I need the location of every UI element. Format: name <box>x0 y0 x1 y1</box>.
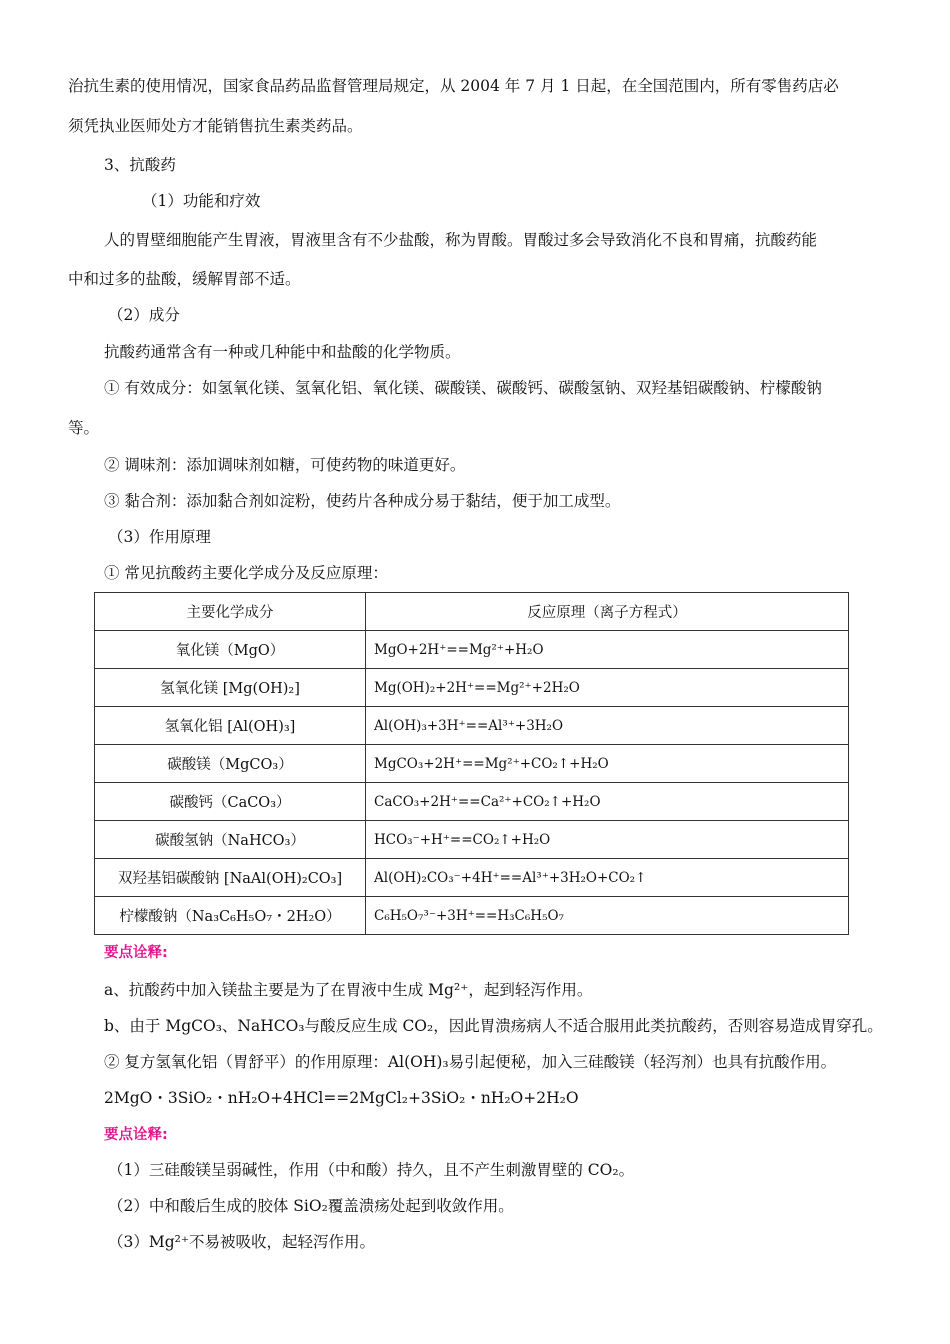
table-cell-component: 碳酸镁（MgCO₃） <box>95 745 366 783</box>
table-row <box>95 707 849 745</box>
paragraph-ingredients-intro: 抗酸药通常含有一种或几种能中和盐酸的化学物质。 <box>104 343 461 361</box>
table-cell-component: 碳酸氢钠（NaHCO₃） <box>95 821 366 859</box>
table-row <box>95 897 849 935</box>
paragraph-active-ingredients-line2: 等。 <box>68 419 100 437</box>
subheading-ingredients: （2）成分 <box>108 306 180 324</box>
paragraph-flavoring: ② 调味剂：添加调味剂如糖，可使药物的味道更好。 <box>104 456 466 474</box>
table-cell-component: 双羟基铝碳酸钠 [NaAl(OH)₂CO₃] <box>95 859 366 897</box>
table-cell-reaction: Mg(OH)₂+2H⁺==Mg²⁺+2H₂O <box>366 669 849 707</box>
table-cell-component: 氧化镁（MgO） <box>95 631 366 669</box>
table-row <box>95 859 849 897</box>
table-cell-reaction: C₆H₅O₇³⁻+3H⁺==H₃C₆H₅O₇ <box>366 897 849 935</box>
note-weak-alkaline: （1）三硅酸镁呈弱碱性，作用（中和酸）持久，且不产生刺激胃壁的 CO₂。 <box>108 1161 635 1179</box>
note-colloid-sio2: （2）中和酸后生成的胶体 SiO₂覆盖溃疡处起到收敛作用。 <box>108 1197 514 1215</box>
paragraph-antibiotics-line1: 治抗生素的使用情况，国家食品药品监督管理局规定，从 2004 年 7 月 1 日起，在全国范围内，所有零售药店必 <box>68 77 839 95</box>
table-cell-component: 氢氧化铝 [Al(OH)₃] <box>95 707 366 745</box>
antacid-reaction-table <box>94 592 849 935</box>
paragraph-stomach-acid-line1: 人的胃壁细胞能产生胃液，胃液里含有不少盐酸，称为胃酸。胃酸过多会导致消化不良和胃痛，抗酸药能 <box>104 231 818 249</box>
paragraph-compound-aluminium: ② 复方氢氧化铝（胃舒平）的作用原理：Al(OH)₃易引起便秘，加入三硅酸镁（轻泻剂）也具有抗酸作用。 <box>104 1053 837 1071</box>
table-cell-component: 氢氧化镁 [Mg(OH)₂] <box>95 669 366 707</box>
section-heading-antacids: 3、抗酸药 <box>104 156 176 174</box>
subheading-function: （1）功能和疗效 <box>142 192 261 210</box>
subheading-mechanism: （3）作用原理 <box>108 528 211 546</box>
equation-trisilicate: 2MgO・3SiO₂・nH₂O+4HCl==2MgCl₂+3SiO₂・nH₂O+2H₂O <box>104 1089 579 1107</box>
key-points-heading-1: 要点诠释: <box>104 945 168 961</box>
table-row <box>95 631 849 669</box>
table-header-reaction: 反应原理（离子方程式） <box>366 593 849 631</box>
paragraph-antibiotics-line2: 须凭执业医师处方才能销售抗生素类药品。 <box>68 117 363 135</box>
table-row <box>95 669 849 707</box>
table-row <box>95 783 849 821</box>
note-magnesium-salt: a、抗酸药中加入镁盐主要是为了在胃液中生成 Mg²⁺，起到轻泻作用。 <box>104 981 593 999</box>
table-cell-component: 碳酸钙（CaCO₃） <box>95 783 366 821</box>
table-header-component: 主要化学成分 <box>95 593 366 631</box>
table-cell-component: 柠檬酸钠（Na₃C₆H₅O₇・2H₂O） <box>95 897 366 935</box>
table-row <box>95 821 849 859</box>
paragraph-stomach-acid-line2: 中和过多的盐酸，缓解胃部不适。 <box>68 270 301 288</box>
table-cell-reaction: Al(OH)₃+3H⁺==Al³⁺+3H₂O <box>366 707 849 745</box>
key-points-heading-2: 要点诠释: <box>104 1127 168 1143</box>
table-cell-reaction: MgO+2H⁺==Mg²⁺+H₂O <box>366 631 849 669</box>
paragraph-active-ingredients-line1: ① 有效成分：如氢氧化镁、氢氧化铝、氧化镁、碳酸镁、碳酸钙、碳酸氢钠、双羟基铝碳酸钠、柠檬酸钠 <box>104 379 822 397</box>
paragraph-binder: ③ 黏合剂：添加黏合剂如淀粉，使药片各种成分易于黏结，便于加工成型。 <box>104 492 621 510</box>
paragraph-table-intro: ① 常见抗酸药主要化学成分及反应原理： <box>104 564 388 582</box>
note-mg-laxative: （3）Mg²⁺不易被吸收，起轻泻作用。 <box>108 1233 376 1251</box>
table-cell-reaction: Al(OH)₂CO₃⁻+4H⁺==Al³⁺+3H₂O+CO₂↑ <box>366 859 849 897</box>
table-cell-reaction: CaCO₃+2H⁺==Ca²⁺+CO₂↑+H₂O <box>366 783 849 821</box>
table-row <box>95 745 849 783</box>
table-cell-reaction: MgCO₃+2H⁺==Mg²⁺+CO₂↑+H₂O <box>366 745 849 783</box>
table-header-row <box>95 593 849 631</box>
note-carbonates: b、由于 MgCO₃、NaHCO₃与酸反应生成 CO₂，因此胃溃疡病人不适合服用此类抗酸药，否则容易造成胃穿孔。 <box>104 1017 883 1035</box>
table-cell-reaction: HCO₃⁻+H⁺==CO₂↑+H₂O <box>366 821 849 859</box>
